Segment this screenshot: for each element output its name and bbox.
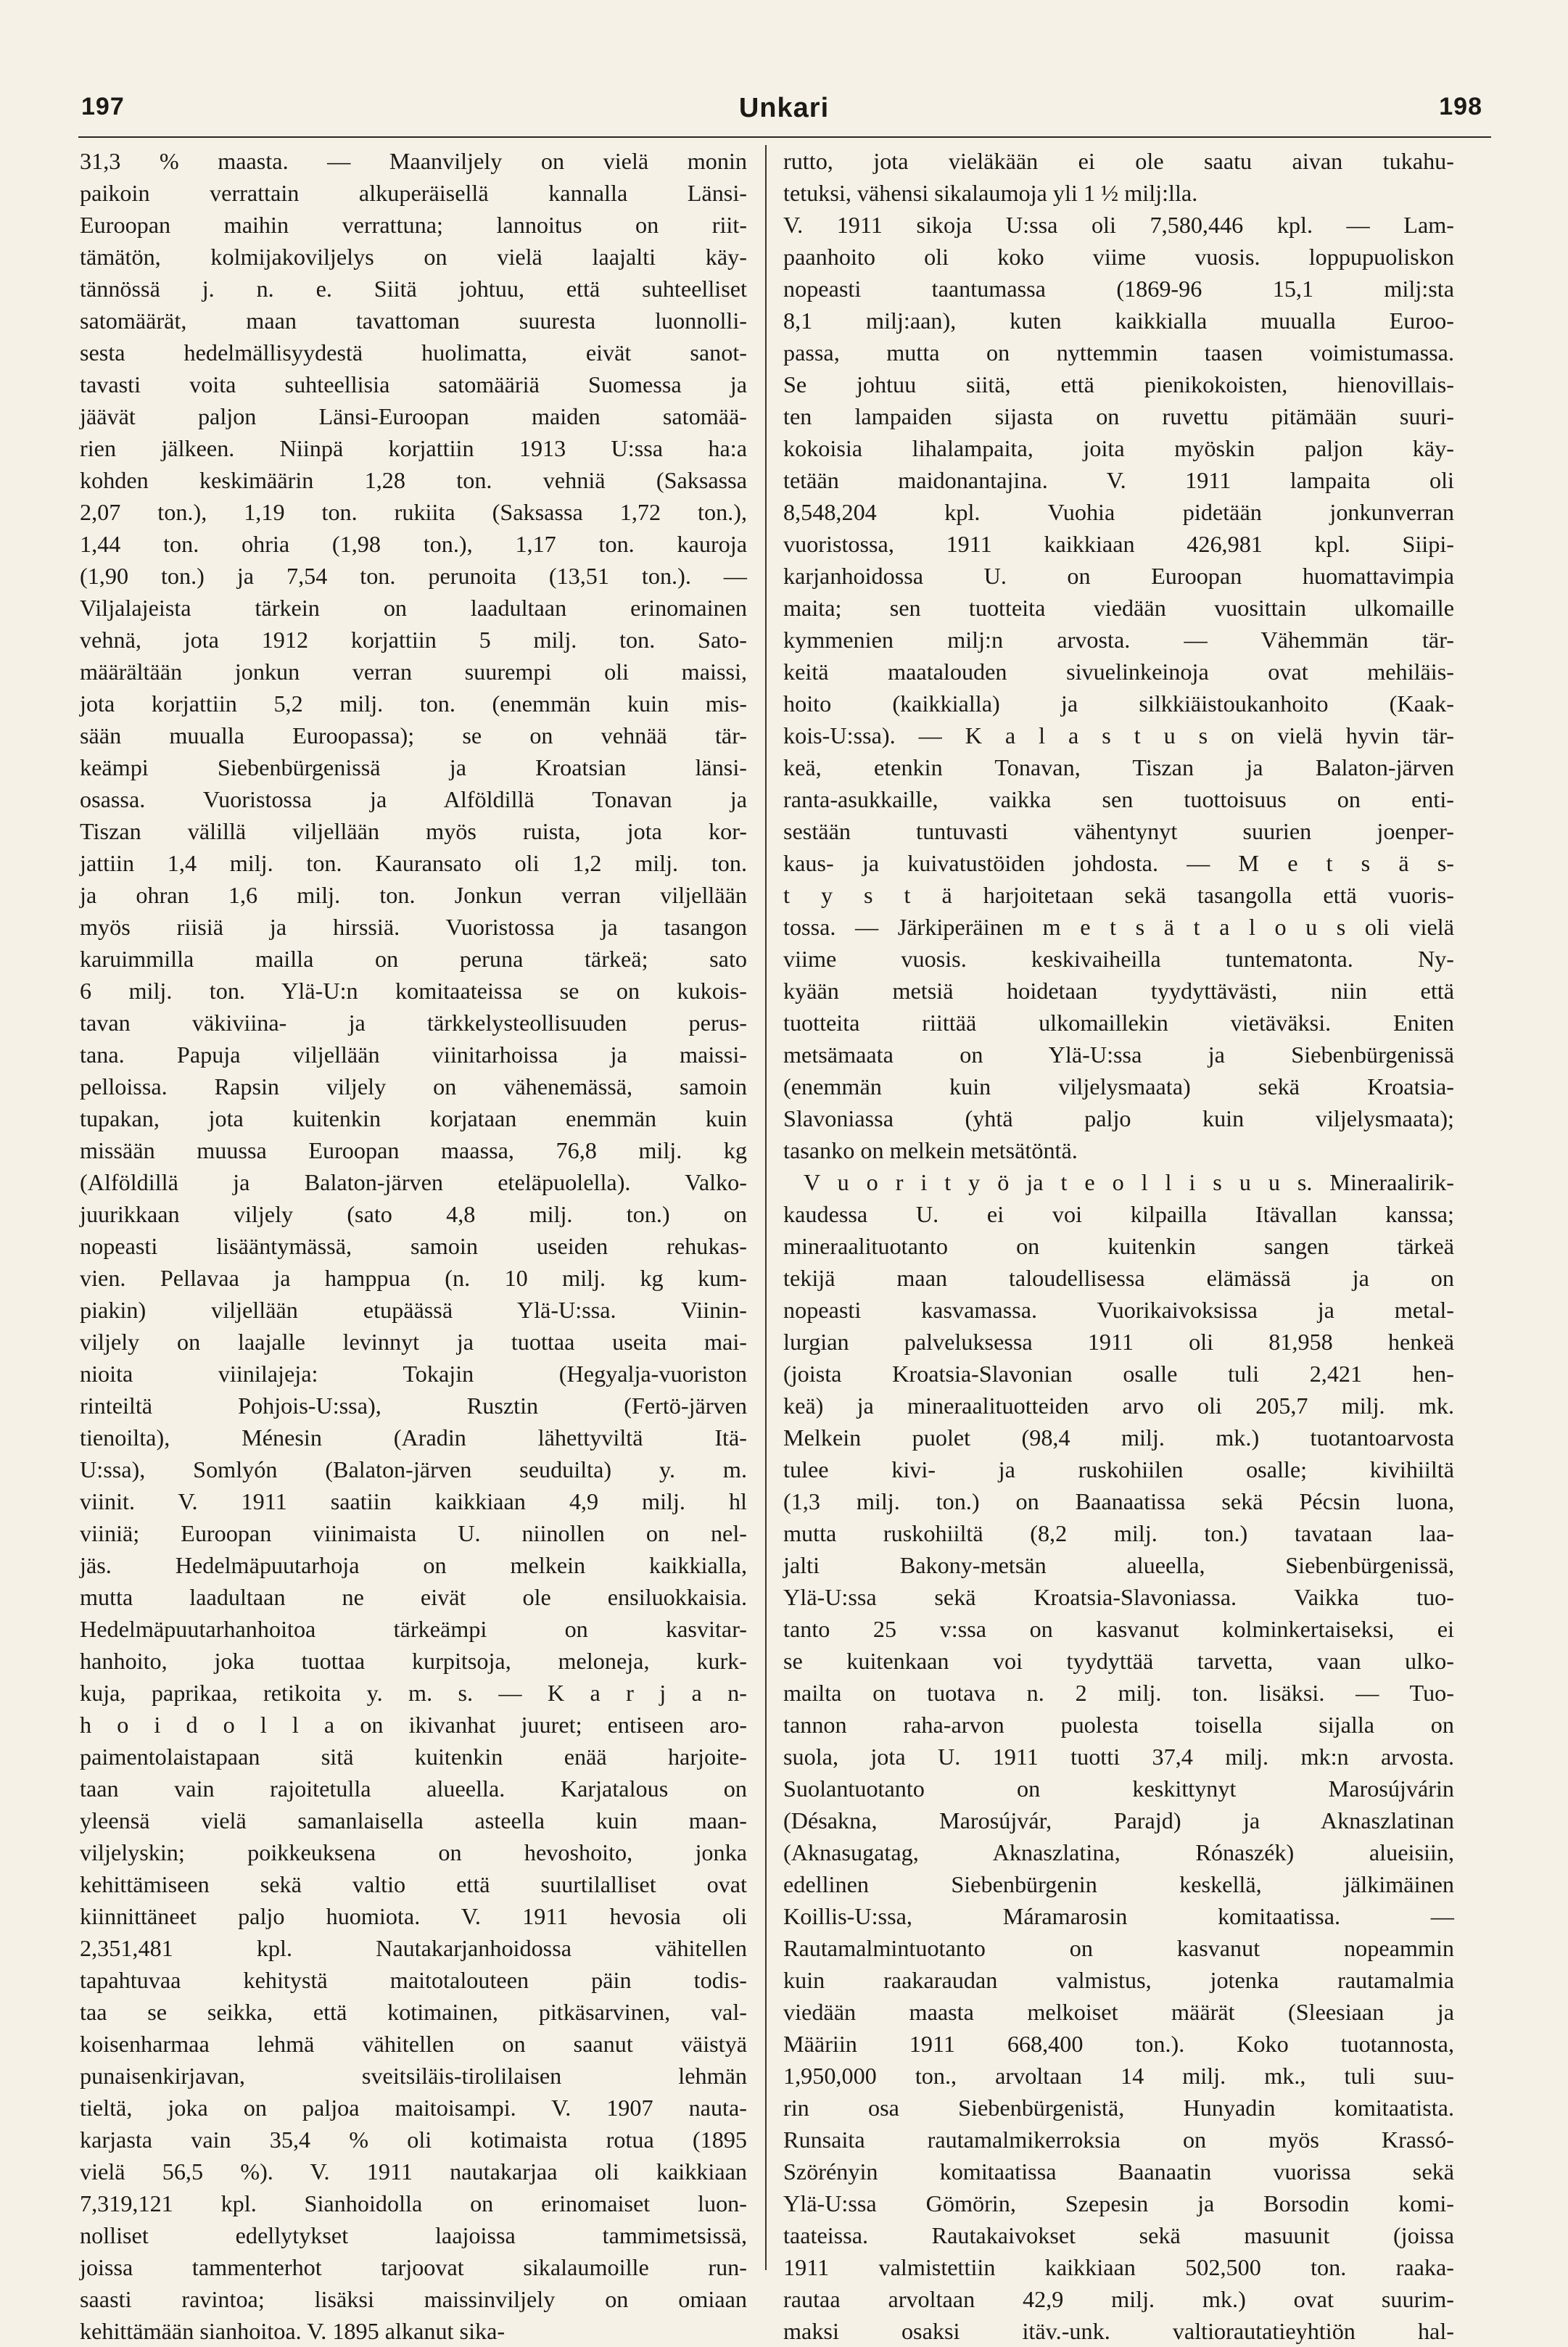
text-line: tuotteita riittää ulkomaillekin vietäväksi. Eniten	[783, 1010, 1454, 1036]
text-line: h o i d o l l a on ikivanhat juuret; entiseen aro-	[80, 1712, 747, 1738]
text-line: vien. Pellavaa ja hamppua (n. 10 milj. kg kum-	[80, 1265, 747, 1291]
text-line: satomäärät, maan tavattoman suuresta luonnolli-	[80, 308, 747, 334]
text-line: kaudessa U. ei voi kilpailla Itävallan kanssa;	[783, 1201, 1454, 1227]
text-line: Ylä-U:ssa Gömörin, Szepesin ja Borsodin komi-	[783, 2190, 1454, 2216]
text-line: tannon raha-arvon puolesta toisella sijalla on	[783, 1712, 1454, 1738]
text-line: jäävät paljon Länsi-Euroopan maiden satomää-	[80, 403, 747, 429]
text-line: tännössä j. n. e. Siitä johtuu, että suhteelliset	[80, 276, 747, 302]
text-line: tupakan, jota kuitenkin korjataan enemmän kuin	[80, 1105, 747, 1131]
text-line: kyään metsiä hoidetaan tyydyttävästi, niin että	[783, 978, 1454, 1004]
text-line: tieltä, joka on paljoa maitoisampi. V. 1907 nauta-	[80, 2095, 747, 2121]
text-line: V. 1911 sikoja U:ssa oli 7,580,446 kpl. — Lam-	[783, 212, 1454, 238]
text-line: Suolantuotanto on keskittynyt Marosújvárin	[783, 1775, 1454, 1802]
page-header	[80, 93, 1488, 136]
text-line: vielä 56,5 %). V. 1911 nautakarjaa oli kaikkiaan	[80, 2158, 747, 2185]
text-line: rautaa arvoltaan 42,9 milj. mk.) ovat suurim-	[783, 2286, 1454, 2312]
text-line: jäs. Hedelmäpuutarhoja on melkein kaikkialla,	[80, 1552, 747, 1578]
text-line: rinteiltä Pohjois-U:ssa), Rusztin (Fertö-järven	[80, 1393, 747, 1419]
text-line: kehittämään sianhoitoa. V. 1895 alkanut sika-	[80, 2318, 506, 2344]
text-line: nopeasti lisääntymässä, samoin useiden rehukas-	[80, 1233, 747, 1259]
text-line: paanhoito oli koko viime vuosis. loppupuoliskon	[783, 244, 1454, 270]
text-line: kohden keskimäärin 1,28 ton. vehniä (Saksassa	[80, 467, 747, 493]
text-line: tulee kivi- ja ruskohiilen osalle; kivihiiltä	[783, 1456, 1454, 1482]
text-line: viljelyskin; poikkeuksena on hevoshoito, jonka	[80, 1839, 747, 1865]
text-line: vehnä, jota 1912 korjattiin 5 milj. ton. Sato-	[80, 627, 747, 653]
text-line: paimentolaistapaan sitä kuitenkin enää harjoite-	[80, 1744, 747, 1770]
text-line: punaisenkirjavan, sveitsiläis-tirolilaisen lehmän	[80, 2063, 747, 2089]
text-line: kaus- ja kuivatustöiden johdosta. — M e t s ä s-	[783, 850, 1454, 876]
text-line: tapahtuvaa kehitystä maitotalouteen päin todis-	[80, 1967, 747, 1993]
text-line: yleensä vielä samanlaisella asteella kuin maan-	[80, 1807, 747, 1834]
text-line: nolliset edellytykset laajoissa tammimetsissä,	[80, 2222, 747, 2248]
text-line: mineraalituotanto on kuitenkin sangen tärkeä	[783, 1233, 1454, 1259]
text-line: ten lampaiden sijasta on ruvettu pitämään suuri-	[783, 403, 1454, 429]
text-line: saasti ravintoa; lisäksi maissinviljely on omiaan	[80, 2286, 747, 2312]
text-line: vuoristossa, 1911 kaikkiaan 426,981 kpl. Siipi-	[783, 531, 1454, 557]
text-line: suola, jota U. 1911 tuotti 37,4 milj. mk:n arvosta.	[783, 1744, 1454, 1770]
text-line: Melkein puolet (98,4 milj. mk.) tuotantoarvosta	[783, 1424, 1454, 1451]
text-line: sään muualla Euroopassa); se on vehnää tär-	[80, 722, 747, 748]
running-title: Unkari	[738, 93, 830, 123]
text-line: rutto, jota vieläkään ei ole saatu aivan tukahu-	[783, 148, 1454, 174]
left-column	[80, 145, 747, 2347]
text-line: Szörényin komitaatissa Baanaatin vuorissa sekä	[783, 2158, 1454, 2185]
text-line: taa se seikka, että kotimainen, pitkäsarvinen, val-	[80, 1999, 747, 2025]
text-line: tienoilta), Ménesin (Aradin lähettyviltä Itä-	[80, 1424, 747, 1451]
text-line: missään muussa Euroopan maassa, 76,8 milj. kg	[80, 1137, 747, 1163]
text-line: mailta on tuotava n. 2 milj. ton. lisäksi. — Tuo-	[783, 1680, 1454, 1706]
text-line: hoito (kaikkialla) ja silkkiäistoukanhoito (Kaak-	[783, 690, 1454, 717]
text-line: jota korjattiin 5,2 milj. ton. (enemmän kuin mis-	[80, 690, 747, 717]
text-line: kiinnittäneet paljo huomiota. V. 1911 hevosia oli	[80, 1903, 747, 1929]
text-line: viime vuosis. keskivaiheilla tuntematonta. Ny-	[783, 946, 1454, 972]
text-line: piakin) viljellään etupäässä Ylä-U:ssa. Viinin-	[80, 1297, 747, 1323]
text-line: Rautamalmintuotanto on kasvanut nopeammin	[783, 1935, 1454, 1961]
text-line: Runsaita rautamalmikerroksia on myös Krassó-	[783, 2127, 1454, 2153]
text-line: paikoin verrattain alkuperäisellä kannalla Länsi-	[80, 180, 747, 206]
text-line: passa, mutta on nyttemmin taasen voimistumassa.	[783, 339, 1454, 366]
header-rule	[78, 136, 1491, 138]
text-line: ja ohran 1,6 milj. ton. Jonkun verran viljellään	[80, 882, 747, 908]
text-line: kymmenien milj:n arvosta. — Vähemmän tär-	[783, 627, 1454, 653]
text-line: tetään maidonantajina. V. 1911 lampaita oli	[783, 467, 1454, 493]
text-line: Slavoniassa (yhtä paljo kuin viljelysmaata);	[783, 1105, 1454, 1131]
text-line: tekijä maan taloudellisessa elämässä ja on	[783, 1265, 1454, 1291]
text-line: viiniä; Euroopan viinimaista U. niinollen on nel-	[80, 1520, 747, 1546]
text-line: tavan väkiviina- ja tärkkelysteollisuuden perus-	[80, 1010, 747, 1036]
text-line: 8,1 milj:aan), kuten kaikkialla muualla Euroo-	[783, 308, 1454, 334]
text-line: sestään tuntuvasti vähentynyt suurien joenper-	[783, 818, 1454, 844]
text-line: (Aknasugatag, Aknaszlatina, Rónaszék) alueisiin,	[783, 1839, 1454, 1865]
text-line: 2,351,481 kpl. Nautakarjanhoidossa vähitellen	[80, 1935, 747, 1961]
text-line: hanhoito, joka tuottaa kurpitsoja, meloneja, kurk-	[80, 1648, 747, 1674]
text-line: 6 milj. ton. Ylä-U:n komitaateissa se on kukois-	[80, 978, 747, 1004]
text-line: joissa tammenterhot tarjoovat sikalaumoille run-	[80, 2254, 747, 2280]
text-line: 7,319,121 kpl. Sianhoidolla on erinomaiset luon-	[80, 2190, 747, 2216]
text-line: Hedelmäpuutarhanhoitoa tärkeämpi on kasvitar-	[80, 1616, 747, 1642]
page-number-right: 198	[1439, 93, 1482, 120]
text-line: maita; sen tuotteita viedään vuosittain ulkomaille	[783, 595, 1454, 621]
text-line: kokoisia lihalampaita, joita myöskin paljon käy-	[783, 435, 1454, 461]
text-line: viinit. V. 1911 saatiin kaikkiaan 4,9 milj. hl	[80, 1488, 747, 1514]
text-line: 1911 valmistettiin kaikkiaan 502,500 ton. raaka-	[783, 2254, 1454, 2280]
text-line: tana. Papuja viljellään viinitarhoissa ja maissi-	[80, 1041, 747, 1068]
text-line: kuin raakaraudan valmistus, jotenka rautamalmia	[783, 1967, 1454, 1993]
page-number-left: 197	[81, 93, 125, 120]
text-line: (enemmän kuin viljelysmaata) sekä Kroatsia-	[783, 1073, 1454, 1100]
text-line: pelloissa. Rapsin viljely on vähenemässä, samoin	[80, 1073, 747, 1100]
text-line: mutta laadultaan ne eivät ole ensiluokkaisia.	[80, 1584, 747, 1610]
text-line: koisenharmaa lehmä vähitellen on saanut väistyä	[80, 2031, 747, 2057]
text-line: määrältään jonkun verran suurempi oli maissi,	[80, 659, 747, 685]
text-line: kois-U:ssa). — K a l a s t u s on vielä hyvin tär-	[783, 722, 1454, 748]
text-line: keämpi Siebenbürgenissä ja Kroatsian länsi-	[80, 754, 747, 780]
text-line: t y s t ä harjoitetaan sekä tasangolla että vuoris-	[783, 882, 1454, 908]
text-line: (1,90 ton.) ja 7,54 ton. perunoita (13,51 ton.). —	[80, 563, 747, 589]
text-line: viljely on laajalle levinnyt ja tuottaa useita mai-	[80, 1329, 747, 1355]
text-line: V u o r i t y ö ja t e o l l i s u u s. Mineraalirik-	[804, 1169, 1454, 1195]
text-line: tetuksi, vähensi sikalaumoja yli 1 ½ milj:lla.	[783, 180, 1198, 206]
text-line: osassa. Vuoristossa ja Alföldillä Tonavan ja	[80, 786, 747, 812]
text-line: kehittämiseen sekä valtio että suurtilalliset ovat	[80, 1871, 747, 1897]
text-line: se kuitenkaan voi tyydyttää tarvetta, vaan ulko-	[783, 1648, 1454, 1674]
text-line: nopeasti kasvamassa. Vuorikaivoksissa ja metal-	[783, 1297, 1454, 1323]
text-line: tavasti voita suhteellisia satomääriä Suomessa ja	[80, 371, 747, 397]
text-line: keitä maatalouden sivuelinkeinoja ovat mehiläis-	[783, 659, 1454, 685]
text-line: (Alföldillä ja Balaton-järven eteläpuolella). Valko-	[80, 1169, 747, 1195]
text-line: taateissa. Rautakaivokset sekä masuunit (joissa	[783, 2222, 1454, 2248]
text-line: viedään maasta melkoiset määrät (Sleesiaan ja	[783, 1999, 1454, 2025]
text-line: karjasta vain 35,4 % oli kotimaista rotua (1895	[80, 2127, 747, 2153]
text-line: Euroopan maihin verrattuna; lannoitus on riit-	[80, 212, 747, 238]
column-divider	[765, 145, 767, 2270]
text-line: karuimmilla mailla on peruna tärkeä; sato	[80, 946, 747, 972]
text-line: 1,950,000 ton., arvoltaan 14 milj. mk., tuli suu-	[783, 2063, 1454, 2089]
text-line: ranta-asukkaille, vaikka sen tuottoisuus on enti-	[783, 786, 1454, 812]
text-line: myös riisiä ja hirssiä. Vuoristossa ja tasangon	[80, 914, 747, 940]
text-line: (joista Kroatsia-Slavonian osalle tuli 2,421 hen-	[783, 1361, 1454, 1387]
text-line: keä) ja mineraalituotteiden arvo oli 205,7 milj. mk.	[783, 1393, 1454, 1419]
text-line: 31,3 % maasta. — Maanviljely on vielä monin	[80, 148, 747, 174]
text-line: tämätön, kolmijakoviljelys on vielä laajalti käy-	[80, 244, 747, 270]
text-line: Koillis-U:ssa, Máramarosin komitaatissa. —	[783, 1903, 1454, 1929]
text-line: rien jälkeen. Niinpä korjattiin 1913 U:ssa ha:a	[80, 435, 747, 461]
text-line: nopeasti taantumassa (1869-96 15,1 milj:sta	[783, 276, 1454, 302]
text-line: tossa. — Järkiperäinen m e t s ä t a l o u s oli vielä	[783, 914, 1454, 940]
text-line: nioita viinilajeja: Tokajin (Hegyalja-vuoriston	[80, 1361, 747, 1387]
text-line: karjanhoidossa U. on Euroopan huomattavimpia	[783, 563, 1454, 589]
text-line: maksi osaksi itäv.-unk. valtiorautatieyhtiön hal-	[783, 2318, 1454, 2344]
text-line: (Désakna, Marosújvár, Parajd) ja Aknaszlatinan	[783, 1807, 1454, 1834]
text-line: Viljalajeista tärkein on laadultaan erinomainen	[80, 595, 747, 621]
text-line: edellinen Siebenbürgenin keskellä, jälkimäinen	[783, 1871, 1454, 1897]
text-line: taan vain rajoitetulla alueella. Karjatalous on	[80, 1775, 747, 1802]
text-line: Se johtuu siitä, että pienikokoisten, hienovillais-	[783, 371, 1454, 397]
text-line: lurgian palveluksessa 1911 oli 81,958 henkeä	[783, 1329, 1454, 1355]
text-line: mutta ruskohiiltä (8,2 milj. ton.) tavataan laa-	[783, 1520, 1454, 1546]
text-line: tasanko on melkein metsätöntä.	[783, 1137, 1078, 1163]
right-column	[783, 145, 1454, 2347]
text-line: juurikkaan viljely (sato 4,8 milj. ton.) on	[80, 1201, 747, 1227]
text-line: Ylä-U:ssa sekä Kroatsia-Slavoniassa. Vaikka tuo-	[783, 1584, 1454, 1610]
text-line: (1,3 milj. ton.) on Baanaatissa sekä Pécsin luona,	[783, 1488, 1454, 1514]
text-line: Tiszan välillä viljellään myös ruista, jota kor-	[80, 818, 747, 844]
text-line: Määriin 1911 668,400 ton.). Koko tuotannosta,	[783, 2031, 1454, 2057]
text-line: kuja, paprikaa, retikoita y. m. s. — K a r j a n-	[80, 1680, 747, 1706]
text-line: jalti Bakony-metsän alueella, Siebenbürgenissä,	[783, 1552, 1454, 1578]
text-line: 1,44 ton. ohria (1,98 ton.), 1,17 ton. kauroja	[80, 531, 747, 557]
text-line: tanto 25 v:ssa on kasvanut kolminkertaiseksi, ei	[783, 1616, 1454, 1642]
text-line: jattiin 1,4 milj. ton. Kauransato oli 1,2 milj. ton.	[80, 850, 747, 876]
text-line: 8,548,204 kpl. Vuohia pidetään jonkunverran	[783, 499, 1454, 525]
text-line: 2,07 ton.), 1,19 ton. rukiita (Saksassa 1,72 ton.),	[80, 499, 747, 525]
text-line: metsämaata on Ylä-U:ssa ja Siebenbürgenissä	[783, 1041, 1454, 1068]
text-line: rin osa Siebenbürgenistä, Hunyadin komitaatista.	[783, 2095, 1454, 2121]
text-line: U:ssa), Somlyón (Balaton-järven seuduilta) y. m.	[80, 1456, 747, 1482]
text-line: keä, etenkin Tonavan, Tiszan ja Balaton-järven	[783, 754, 1454, 780]
text-line: sesta hedelmällisyydestä huolimatta, eivät sanot-	[80, 339, 747, 366]
